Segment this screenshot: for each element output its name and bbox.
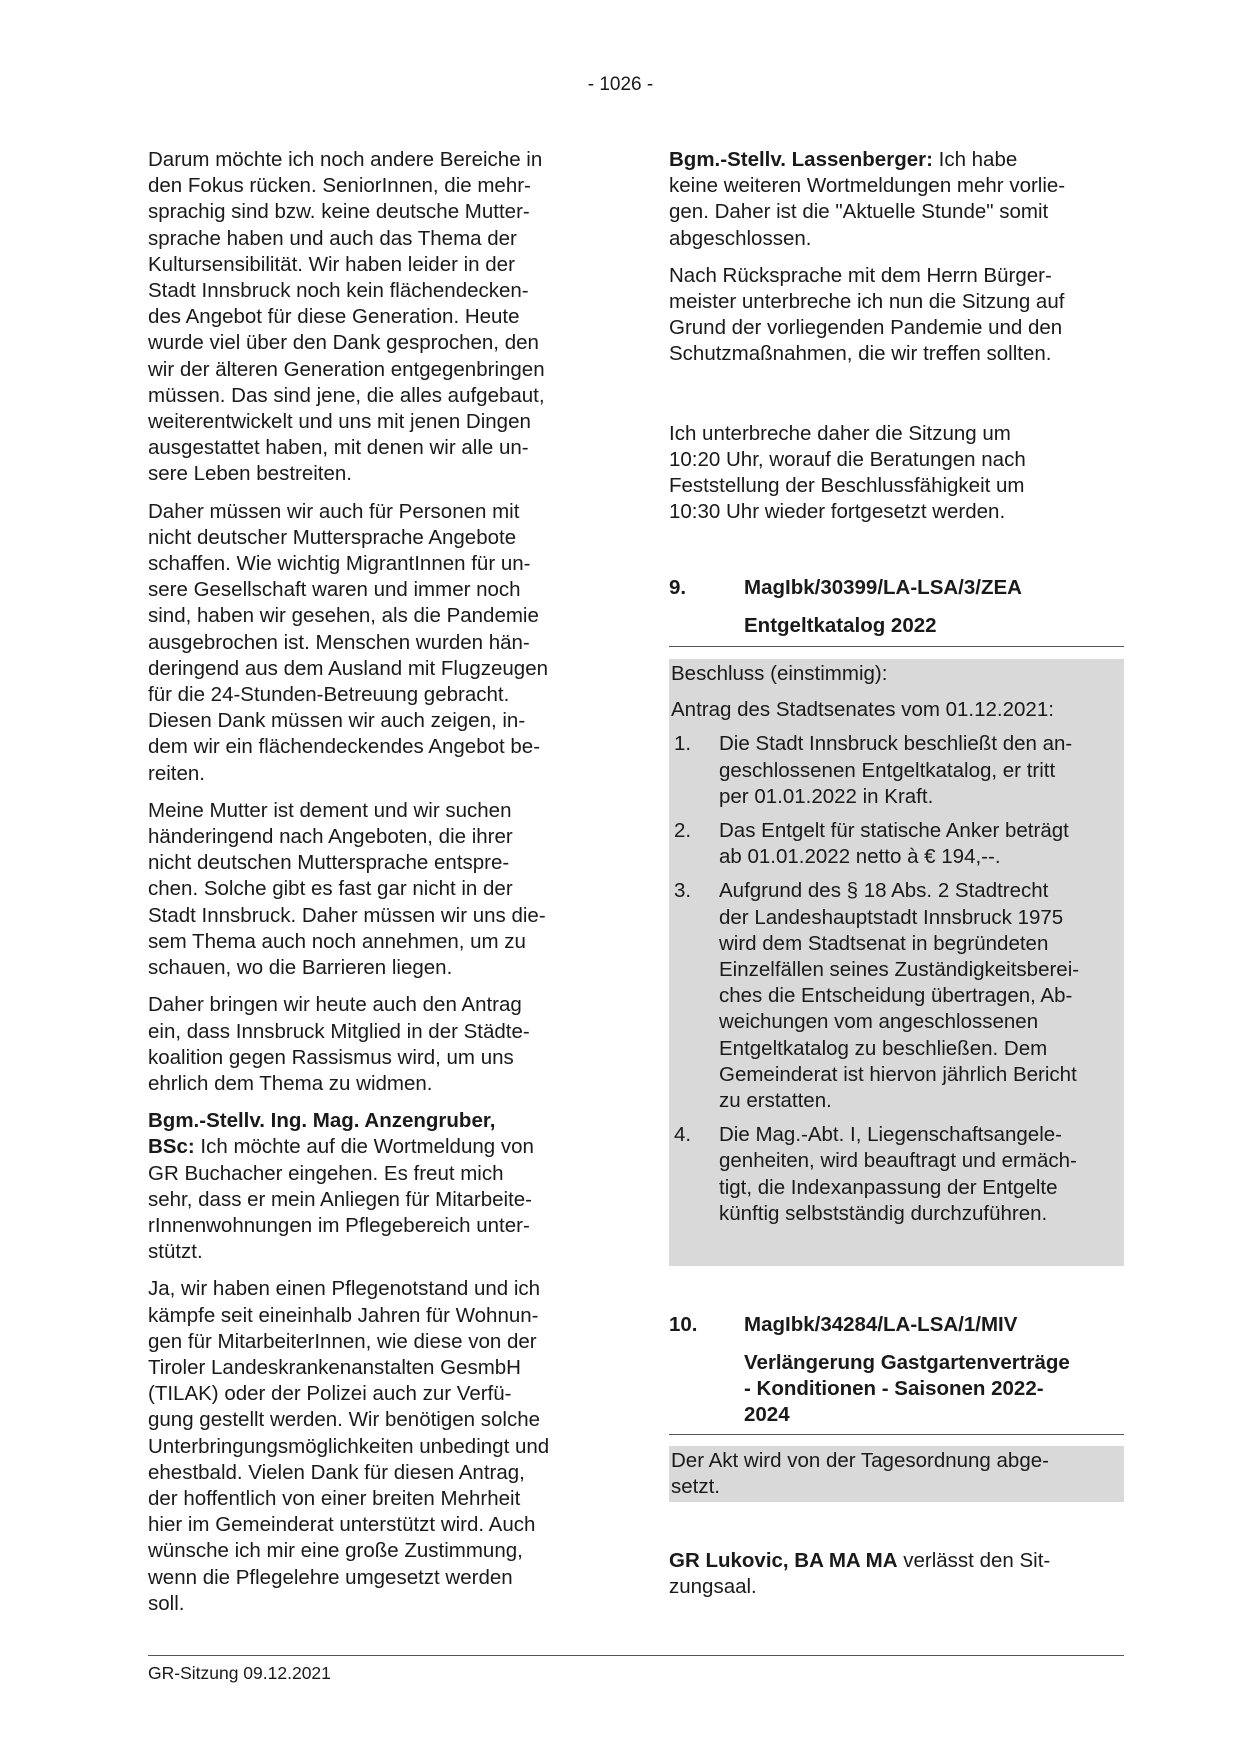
text-line: Feststellung der Beschlussfähigkeit um [669,474,1025,498]
text-line: 10:20 Uhr, worauf die Beratungen nach [669,447,1026,471]
text-line: Einzelfällen seines Zuständigkeitsberei- [719,958,1080,982]
text-line: sind, haben wir gesehen, als die Pandemie [148,604,539,628]
agenda-item-9 [669,575,1125,635]
text-line: sem Thema auch noch annehmen, um zu [148,929,526,953]
text-line: hier im Gemeinderat unterstützt wird. Auch [148,1513,536,1537]
text-line: müssen. Das sind jene, die alles aufgebaut, [148,383,545,407]
text-line: (TILAK) oder der Polizei auch zur Verfü- [148,1382,512,1406]
text-line: gung gestellt werden. Wir benötigen solche [148,1408,541,1432]
text-line: wird dem Stadtsenat in begründeten [719,931,1049,955]
text-line: keine weiteren Wortmeldungen mehr vorlie- [669,174,1066,198]
text-line: Das Entgelt für statische Anker beträgt [719,819,1069,843]
text-line: Unterbringungsmöglichkeiten unbedingt und [148,1434,550,1458]
text-line: Ja, wir haben einen Pflegenotstand und ich [148,1277,541,1301]
text-line: 10:30 Uhr wieder fortgesetzt werden. [669,500,1006,524]
text-line: den Fokus rücken. SeniorInnen, die mehr- [148,174,531,198]
text-line: Grund der vorliegenden Pandemie und den [669,316,1063,340]
text-line: soll. [148,1591,185,1615]
text-line: ehrlich dem Thema zu widmen. [148,1071,433,1095]
text-line: kämpfe seit eineinhalb Jahren für Wohnun- [148,1303,539,1327]
left-column [148,147,606,1628]
text-line: Ich unterbreche daher die Sitzung um [669,421,1011,445]
text-line: reiten. [148,761,205,785]
text-line: per 01.01.2022 in Kraft. [719,784,934,808]
paragraph [669,263,1125,368]
text-line: rInnenwohnungen im Pflegebereich unter- [148,1213,530,1237]
paragraph [148,1276,606,1617]
closing-note [669,1548,1125,1611]
text-line: gen. Daher ist die "Aktuelle Stunde" somit [669,200,1049,224]
agenda-number: 10. [669,1313,698,1336]
note-box [669,1446,1124,1502]
text-line: nicht deutschen Muttersprache entspre- [148,851,510,875]
text-line: gen für MitarbeiterInnen, wie diese von der [148,1329,537,1353]
text-line: wenn die Pflegelehre umgesetzt werden [148,1565,513,1589]
text-line: Diesen Dank müssen wir auch zeigen, in- [148,709,526,733]
text-line: Meine Mutter ist dement und wir suchen [148,798,512,822]
text-line: Daher müssen wir auch für Personen mit [148,499,520,523]
page-number: - 1026 - [587,74,654,95]
speech-text: Ich möchte auf die Wortmeldung von [194,1135,534,1159]
speech-text: Ich habe [932,148,1018,171]
text-line: sehr, dass er mein Anliegen für Mitarbeite- [148,1187,532,1211]
text-line: weichungen vom angeschlossenen [719,1010,1039,1034]
text-line: zu erstatten. [719,1089,832,1113]
agenda-title [744,1350,1124,1429]
text-line: genheiten, wird beauftragt und ermäch- [719,1149,1077,1173]
text-line: Verlängerung Gastgartenverträge [744,1351,1070,1374]
resolution-point [671,731,1124,810]
speaker-name: Bgm.-Stellv. Lassenberger: [669,148,933,171]
speaker-paragraph [669,147,1125,252]
footer-divider [148,1655,1124,1656]
paragraph [669,421,1125,526]
text-line: Entgeltkatalog zu beschließen. Dem [719,1036,1048,1060]
text-line: Die Stadt Innsbruck beschließt den an- [719,732,1073,756]
point-number: 4. [674,1123,692,1147]
paragraph [148,798,606,981]
resolution-label: Beschluss (einstimmig): [671,662,888,685]
text-line: schaffen. Wie wichtig MigrantInnen für un- [148,552,531,576]
text-line: GR Buchacher eingehen. Es freut mich [148,1161,504,1185]
speaker-name: Bgm.-Stellv. Ing. Mag. Anzengruber, [148,1109,496,1133]
text-line: wurde viel über den Dank gesprochen, den [148,331,539,355]
paragraph [148,992,606,1097]
text-line: dem wir ein flächendeckendes Angebot be- [148,735,541,759]
point-number: 3. [674,879,692,903]
text-line: Schutzmaßnahmen, die wir treffen sollten. [669,342,1052,366]
text-line: der hoffentlich von einer breiten Mehrheit [148,1486,521,1510]
speech-text: zungsaal. [669,1575,757,1599]
text-line: koalition gegen Rassismus wird, um uns [148,1045,514,1069]
paragraph [148,499,606,787]
note-text [671,1448,1124,1500]
text-line: Die Mag.-Abt. I, Liegenschaftsangele- [719,1123,1062,1147]
text-line: abgeschlossen. [669,226,812,250]
text-line: sprachig sind bzw. keine deutsche Mutter- [148,200,530,224]
speech-text: verlässt den Sit- [897,1549,1051,1572]
resolution-point [671,1122,1124,1227]
text-line: nicht deutscher Muttersprache Angebote [148,525,517,549]
text-line: Der Akt wird von der Tagesordnung abge- [671,1449,1049,1472]
point-number: 1. [674,732,692,756]
agenda-number: 9. [669,576,687,599]
text-line: ein, dass Innsbruck Mitglied in der Städte- [148,1019,530,1043]
resolution-box [669,659,1124,1266]
speaker-name-cont: BSc: [148,1135,195,1159]
text-line: Darum möchte ich noch andere Bereiche in [148,148,543,171]
resolution-point [671,818,1124,870]
text-line: händeringend nach Angeboten, die ihrer [148,825,513,849]
text-line: der Landeshauptstadt Innsbruck 1975 [719,905,1064,929]
text-line: setzt. [671,1475,720,1499]
divider [669,1434,1124,1435]
text-line: 2024 [744,1403,790,1427]
agenda-code: MagIbk/34284/LA-LSA/1/MIV [744,1313,1018,1336]
paragraph [148,147,606,488]
point-number: 2. [674,819,692,843]
text-line: Gemeinderat ist hiervon jährlich Bericht [719,1062,1077,1086]
speaker-name: GR Lukovic, BA MA MA [669,1549,898,1572]
text-line: stützt. [148,1240,203,1264]
text-line: wir der älteren Generation entgegenbringen [148,357,545,381]
text-line: ausgestattet haben, mit denen wir alle un- [148,436,529,460]
text-line: Aufgrund des § 18 Abs. 2 Stadtrecht [719,879,1049,903]
resolution-point [671,878,1124,1114]
text-line: sere Leben bestreiten. [148,462,352,486]
text-line: - Konditionen - Saisonen 2022- [744,1377,1044,1401]
text-line: meister unterbreche ich nun die Sitzung auf [669,290,1065,314]
text-line: Stadt Innsbruck noch kein flächendecken- [148,279,529,303]
footer-text: GR-Sitzung 09.12.2021 [148,1663,331,1683]
text-line: des Angebot für diese Generation. Heute [148,305,520,329]
speaker-paragraph [148,1108,606,1265]
text-line: Kultursensibilität. Wir haben leider in der [148,252,515,276]
text-line: Tiroler Landeskrankenanstalten GesmbH [148,1355,521,1379]
text-line: ches die Entscheidung übertragen, Ab- [719,984,1073,1008]
text-line: sprache haben und auch das Thema der [148,226,517,250]
text-line: schauen, wo die Barrieren liegen. [148,956,453,980]
agenda-code: MagIbk/30399/LA-LSA/3/ZEA [744,576,1022,599]
agenda-item-10 [669,1312,1125,1432]
text-line: weiterentwickelt und uns mit jenen Dingen [148,410,531,434]
text-line: Daher bringen wir heute auch den Antrag [148,993,522,1017]
text-line: chen. Solche gibt es fast gar nicht in der [148,877,513,901]
text-line: geschlossenen Entgeltkatalog, er tritt [719,758,1056,782]
text-line: ausgebrochen ist. Menschen wurden hän- [148,630,530,654]
agenda-title: Entgeltkatalog 2022 [744,614,937,637]
text-line: wünsche ich mir eine große Zustimmung, [148,1539,523,1563]
divider [669,646,1124,647]
text-line: Stadt Innsbruck. Daher müssen wir uns die- [148,903,546,927]
text-line: künftig selbstständig durchzuführen. [719,1201,1048,1225]
motion-label: Antrag des Stadtsenates vom 01.12.2021: [671,698,1054,722]
text-line: für die 24-Stunden-Betreuung gebracht. [148,683,510,707]
text-line: tigt, die Indexanpassung der Entgelte [719,1175,1058,1199]
text-line: ab 01.01.2022 netto à € 194,--. [719,845,1001,869]
text-line: ehestbald. Vielen Dank für diesen Antrag, [148,1460,525,1484]
text-line: deringend aus dem Ausland mit Flugzeugen [148,656,549,680]
text-line: Nach Rücksprache mit dem Herrn Bürger- [669,263,1052,287]
resolution-list [671,731,1124,1227]
right-column [669,147,1125,536]
text-line: sere Gesellschaft waren und immer noch [148,578,521,602]
